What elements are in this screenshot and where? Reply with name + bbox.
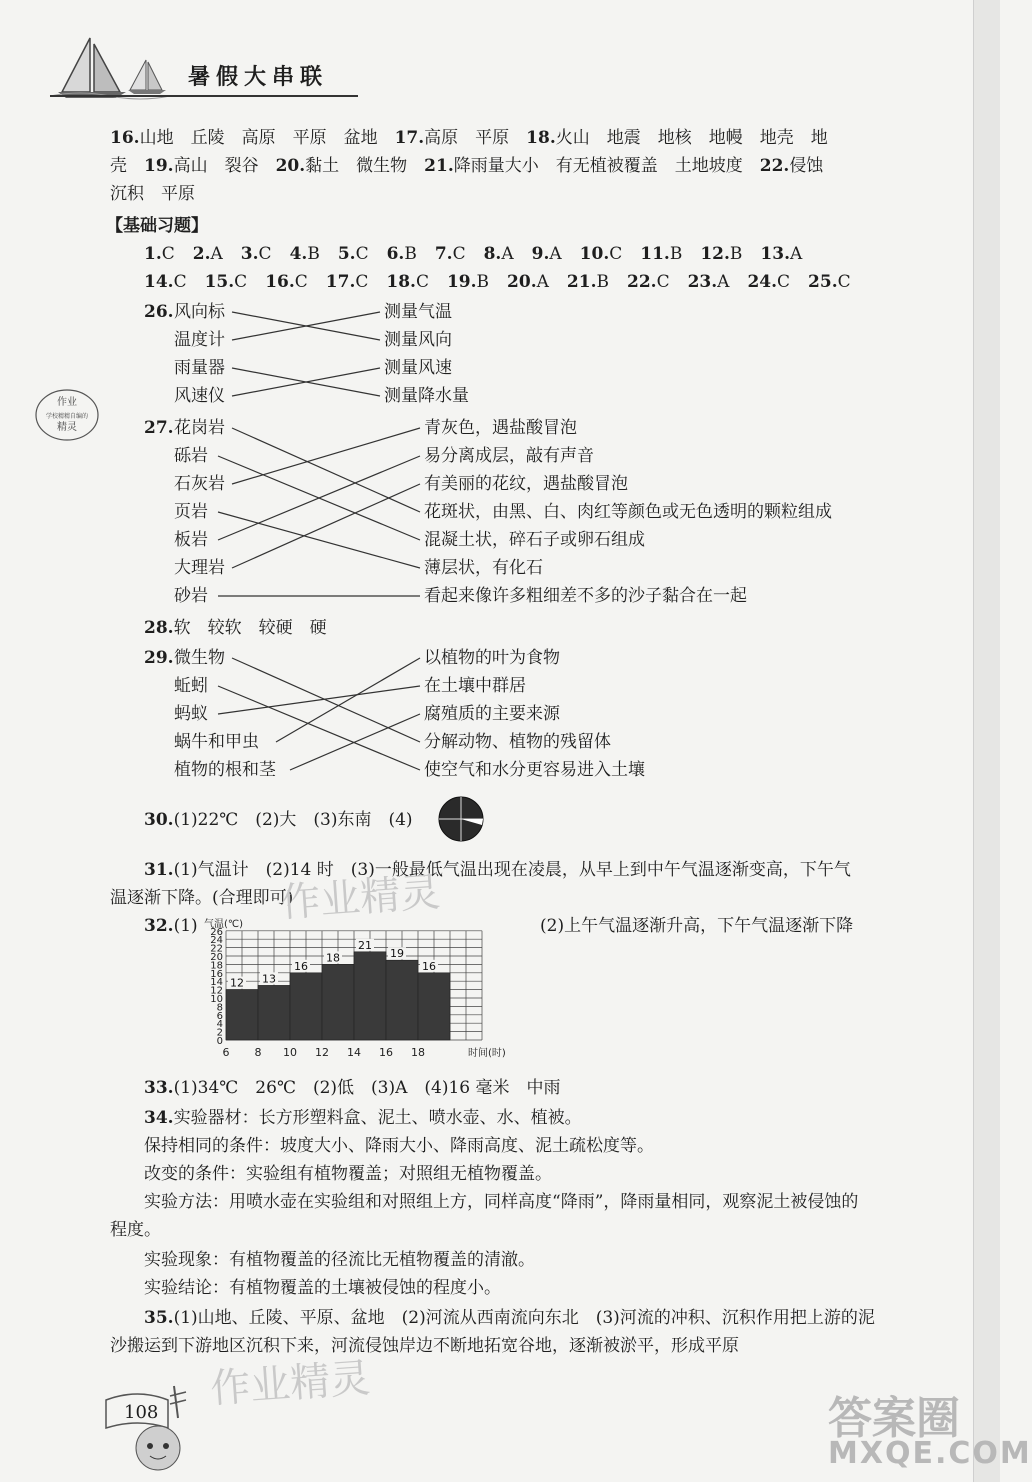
q26-left-3: 雨量器 [174, 358, 225, 378]
bar-value-label: 19 [390, 947, 404, 961]
q31-line-1: 31.(1)气温计 (2)14 时 (3)一般最低气温出现在凌晨，从早上到中午气温逐渐变高，下午气 [144, 860, 851, 880]
y-tick-label: 16 [210, 968, 223, 980]
mc-answer: 10.C [579, 244, 623, 264]
bar-value-label: 16 [294, 959, 308, 973]
q26-right-1: 测量气温 [384, 302, 452, 322]
y-tick-label: 22 [210, 943, 223, 955]
q34-line-2: 保持相同的条件：坡度大小、降雨大小、降雨高度、泥土疏松度等。 [144, 1136, 654, 1156]
x-tick-label: 18 [411, 1046, 425, 1059]
q34-line-1: 34.实验器材：长方形塑料盒、泥土、喷水壶、水、植被。 [144, 1108, 582, 1128]
mc-answer: 24.C [747, 272, 791, 292]
q29-right-4: 分解动物、植物的残留体 [424, 732, 611, 752]
site-watermark-url: MXQE.COM [828, 1436, 1032, 1471]
q26-right-4: 测量降水量 [384, 386, 469, 406]
y-tick-label: 18 [210, 960, 223, 972]
basic-exercises-heading: 【基础习题】 [106, 216, 208, 236]
q26-left-4: 风速仪 [174, 386, 225, 406]
q34-line-5: 程度。 [110, 1220, 161, 1240]
y-tick-label: 20 [210, 952, 223, 963]
y-tick-label: 8 [216, 1002, 223, 1014]
mc-answer: 25.C [808, 272, 851, 292]
temperature-bar-chart [190, 912, 540, 1072]
bar [354, 952, 386, 1040]
mc-answer: 17.C [325, 272, 369, 292]
mc-answer: 23.A [687, 272, 730, 292]
review-line-3: 沉积 平原 [110, 184, 195, 204]
q27-left-4: 页岩 [174, 502, 208, 522]
bar-value-label: 12 [230, 976, 244, 990]
q27-right-5: 混凝土状，碎石子或卵石组成 [424, 530, 645, 550]
watermark-2: 作业精灵 [208, 1355, 372, 1413]
mc-answer: 13.A [760, 244, 803, 264]
q27-right-2: 易分离成层，敲有声音 [424, 446, 594, 466]
mc-answer: 20.A [507, 272, 549, 292]
q27-right-6: 薄层状，有化石 [424, 558, 543, 578]
q34-line-4: 实验方法：用喷水壶在实验组和对照组上方，同样高度“降雨”，降雨量相同，观察泥土被侵蚀的 [144, 1192, 859, 1212]
header-title: 暑假大串联 [188, 64, 329, 90]
bar [322, 964, 354, 1040]
stamp-line-1: 作业 [57, 397, 77, 408]
x-axis-label: 时间(时) [468, 1048, 506, 1059]
q27-left-5: 板岩 [174, 530, 208, 550]
q29-left-1: 微生物 [174, 648, 225, 668]
y-axis-label: 气温(℃) [204, 918, 244, 930]
mc-answer: 19.B [446, 272, 490, 292]
y-tick-label: 14 [210, 977, 223, 989]
q27-right-4: 花斑状，由黑、白、肉红等颜色或无色透明的颗粒组成 [424, 502, 832, 522]
mc-answer: 21.B [566, 272, 609, 292]
mc-answer: 11.B [640, 244, 683, 264]
q27-left-1: 花岗岩 [174, 418, 225, 438]
q35-line-1: 35.(1)山地、丘陵、平原、盆地 (2)河流从西南流向东北 (3)河流的冲积、沉积作用把上游的泥 [144, 1308, 875, 1328]
q29-right-2: 在土壤中群居 [424, 676, 526, 696]
mc-answer: 15.C [204, 272, 248, 292]
q35-line-2: 沙搬运到下游地区沉积下来，河流侵蚀岸边不断地拓宽谷地，逐渐被淤平，形成平原 [110, 1336, 739, 1356]
q29-left-4: 蜗牛和甲虫 [174, 732, 259, 752]
mc-answer: 18.C [386, 272, 429, 292]
q32-part-1: 32.(1) [144, 916, 198, 936]
mascot-illustration [98, 1378, 208, 1474]
bar [290, 973, 322, 1040]
mc-answer: 1.C [144, 244, 175, 264]
stamp-line-3: 精灵 [57, 422, 77, 433]
q34-line-6: 实验现象：有植物覆盖的径流比无植物覆盖的清澈。 [144, 1250, 535, 1270]
q28-answer: 28.软 较软 较硬 硬 [144, 618, 327, 638]
wind-direction-dial-icon [437, 795, 485, 843]
site-watermark-logo: 答案圈 [828, 1393, 960, 1444]
q34-line-3: 改变的条件：实验组有植物覆盖；对照组无植物覆盖。 [144, 1164, 552, 1184]
mc-answer: 4.B [289, 244, 320, 264]
watermark-1: 作业精灵 [278, 869, 442, 927]
q29-left-3: 蚂蚁 [174, 704, 208, 724]
mc-answer: 2.A [192, 244, 223, 264]
bar [226, 990, 258, 1040]
q26-left-2: 温度计 [174, 330, 225, 350]
q29-left-2: 蚯蚓 [174, 676, 208, 696]
q26-right-2: 测量风向 [384, 330, 452, 350]
q27-right-7: 看起来像许多粗细差不多的沙子黏合在一起 [424, 586, 747, 606]
x-tick-label: 14 [347, 1046, 361, 1059]
q27-number: 27. [144, 418, 174, 438]
review-line-1: 16.山地 丘陵 高原 平原 盆地 17.高原 平原 18.火山 地震 地核 地幔 地壳 地 [110, 128, 828, 148]
q32-part-2: (2)上午气温逐渐升高，下午气温逐渐下降 [540, 916, 854, 936]
bar-value-label: 16 [422, 959, 436, 973]
q29-right-5: 使空气和水分更容易进入土壤 [424, 760, 645, 780]
q29-number: 29. [144, 648, 174, 668]
q31-line-2: 温逐渐下降。(合理即可) [110, 888, 294, 908]
page-number: 108 [124, 1402, 159, 1423]
q27-left-3: 石灰岩 [174, 474, 225, 494]
mc-answer: 8.A [483, 244, 514, 264]
q29-right-3: 腐殖质的主要来源 [424, 704, 560, 724]
x-tick-label: 6 [222, 1046, 230, 1059]
x-tick-label: 8 [254, 1046, 262, 1059]
y-tick-label: 6 [216, 1010, 223, 1022]
y-tick-label: 0 [216, 1036, 223, 1047]
q26-right-3: 测量风速 [384, 358, 452, 378]
y-tick-label: 10 [210, 994, 223, 1005]
bar-value-label: 13 [262, 972, 276, 986]
bar-value-label: 21 [358, 938, 372, 952]
q34-line-7: 实验结论：有植物覆盖的土壤被侵蚀的程度小。 [144, 1278, 501, 1298]
q29-right-1: 以植物的叶为食物 [424, 648, 560, 668]
y-tick-label: 2 [216, 1027, 223, 1039]
q33-answer: 33.(1)34℃ 26℃ (2)低 (3)A (4)16 毫米 中雨 [144, 1078, 561, 1098]
x-tick-label: 12 [315, 1046, 329, 1059]
q26-left-1: 风向标 [174, 302, 225, 322]
y-tick-label: 4 [216, 1019, 223, 1031]
bar [258, 985, 290, 1040]
mc-answer: 5.C [337, 244, 369, 264]
mc-answer: 14.C [144, 272, 187, 292]
y-tick-label: 12 [210, 985, 223, 997]
y-tick-label: 24 [210, 935, 223, 947]
mc-answer: 9.A [531, 244, 562, 264]
bar-value-label: 18 [326, 951, 340, 965]
mc-answer: 7.C [434, 244, 466, 264]
q26-number: 26. [144, 302, 174, 322]
q27-left-7: 砂岩 [174, 586, 208, 606]
q30-answer: 30.(1)22℃ (2)大 (3)东南 (4) [144, 810, 413, 830]
mc-answer: 12.B [700, 244, 743, 264]
x-tick-label: 10 [283, 1046, 297, 1059]
bar [386, 960, 418, 1040]
y-tick-label: 26 [210, 926, 223, 938]
q27-left-2: 砾岩 [174, 446, 208, 466]
q29-left-5: 植物的根和茎 [174, 760, 276, 780]
x-tick-label: 16 [379, 1046, 393, 1059]
stamp-line-2: 学校精精自编的 [45, 413, 89, 420]
review-line-2: 壳 19.高山 裂谷 20.黏土 微生物 21.降雨量大小 有无植被覆盖 土地坡度 22.侵蚀 [110, 156, 824, 176]
bar [418, 973, 450, 1040]
mc-answer: 16.C [265, 272, 308, 292]
mc-answer: 22.C [626, 272, 670, 292]
q27-right-3: 有美丽的花纹，遇盐酸冒泡 [424, 474, 628, 494]
mc-answer: 6.B [386, 244, 417, 264]
q27-right-1: 青灰色，遇盐酸冒泡 [424, 418, 577, 438]
mc-answer: 3.C [240, 244, 272, 264]
q27-left-6: 大理岩 [174, 558, 225, 578]
